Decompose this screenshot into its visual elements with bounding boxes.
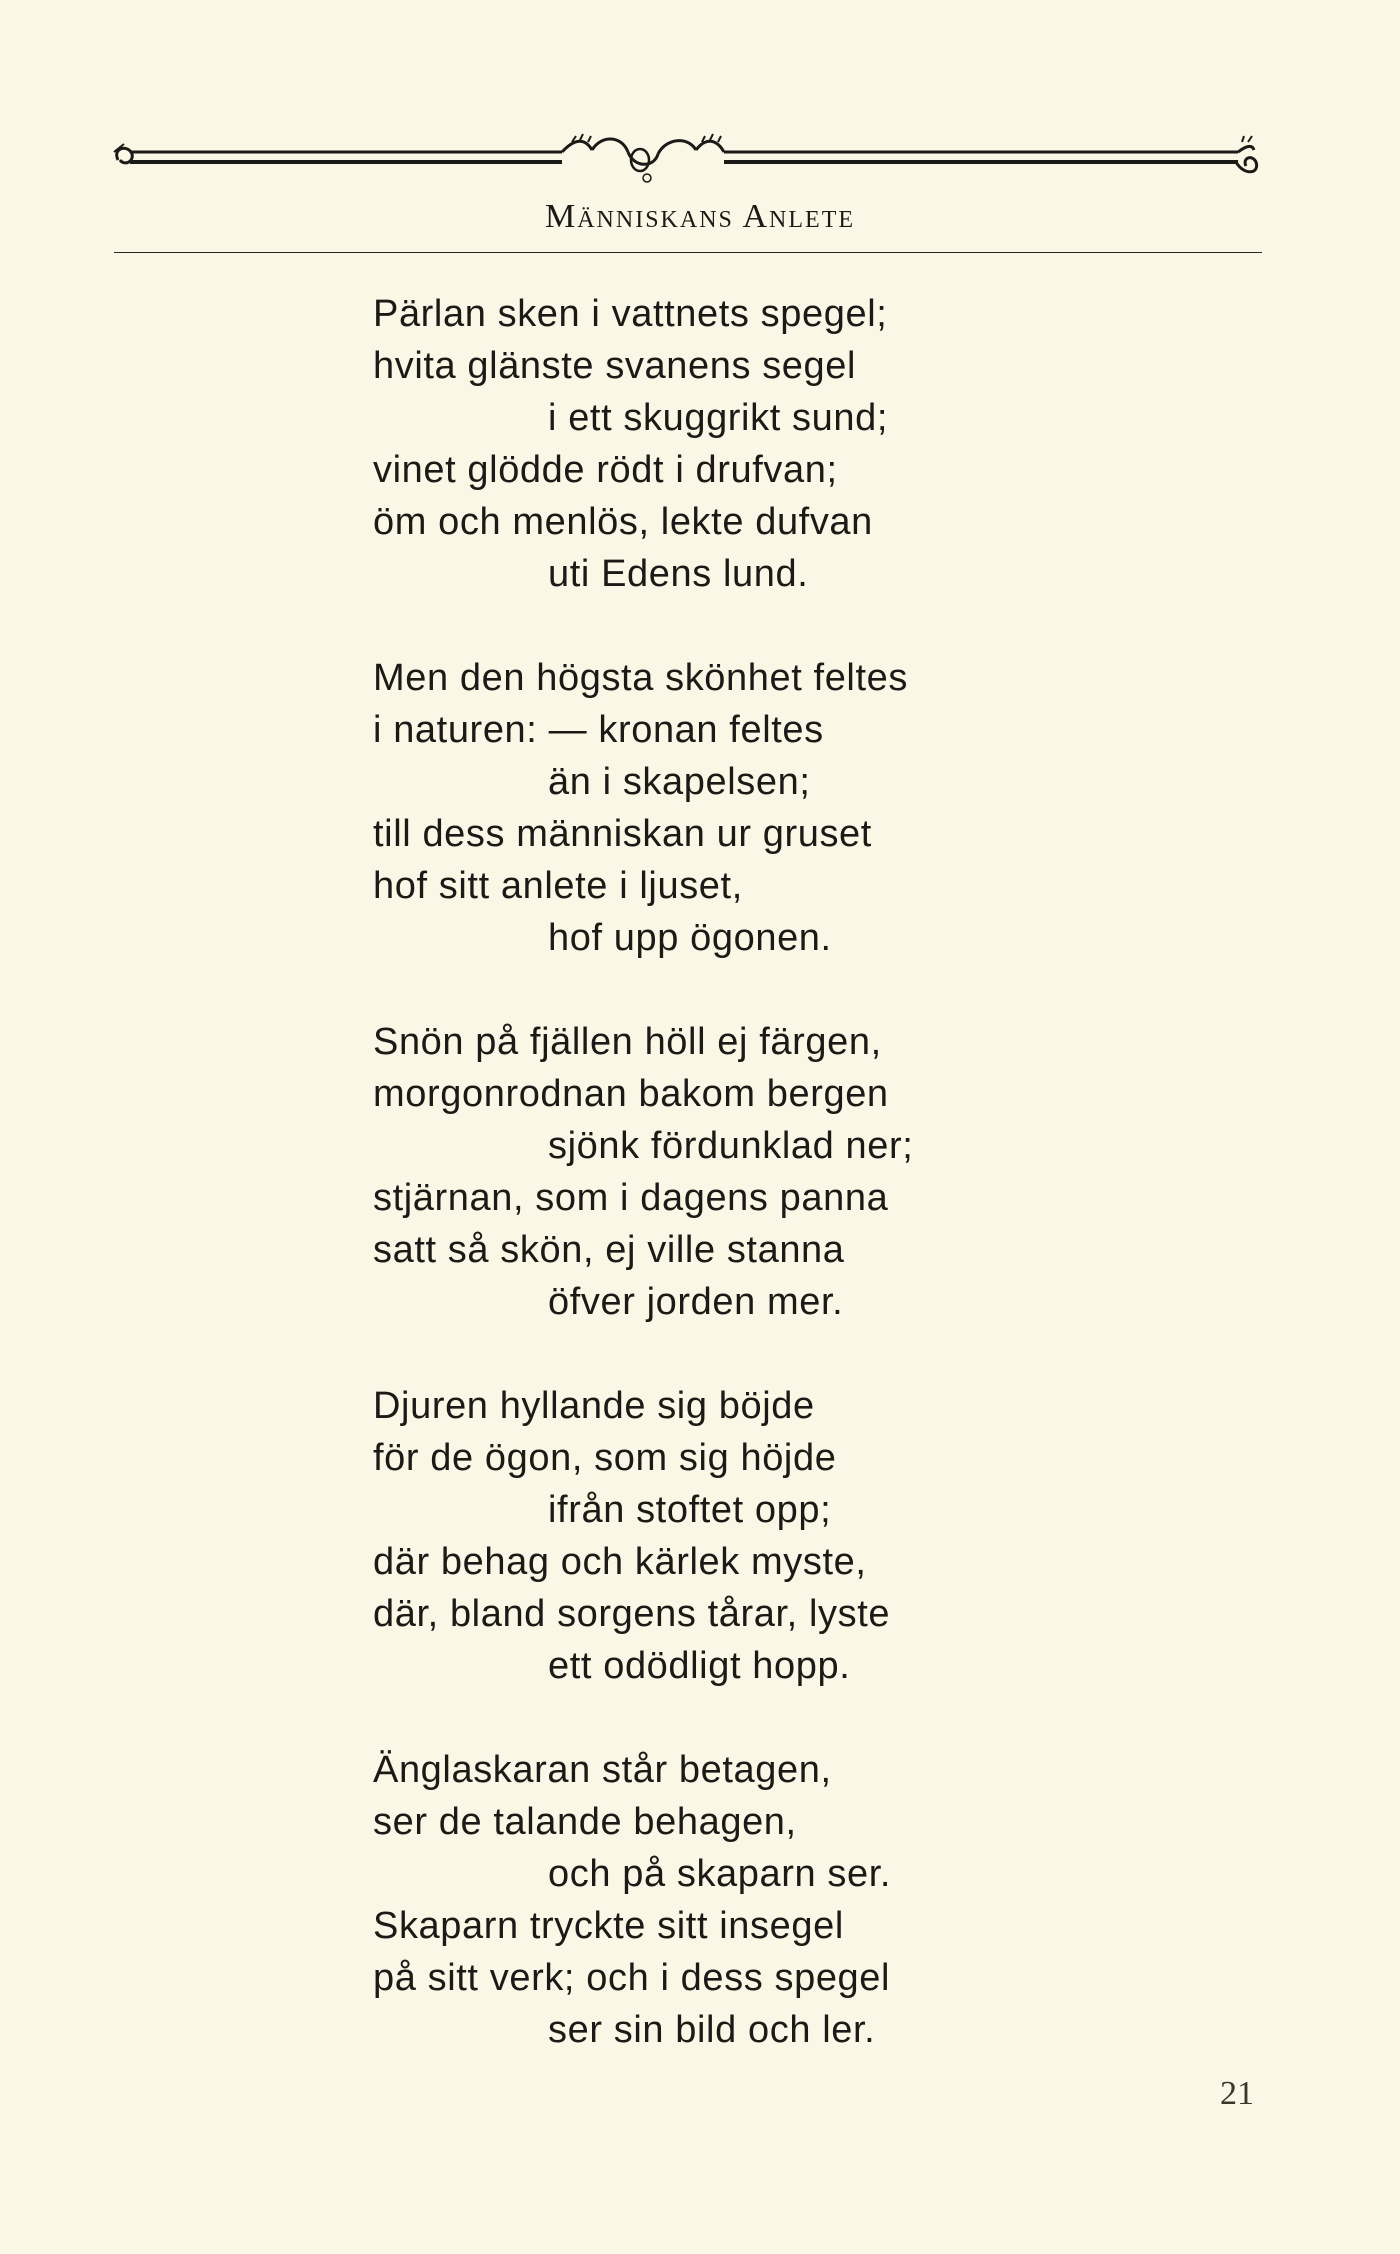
verse-line: i naturen: — kronan feltes (373, 709, 824, 751)
verse-line: morgonrodnan bakom bergen (373, 1073, 889, 1115)
stanza-1 (373, 288, 1133, 600)
verse-line: vinet glödde rödt i drufvan; (373, 449, 838, 491)
verse-line: Änglaskaran står betagen, (373, 1749, 832, 1791)
verse-line: där, bland sorgens tårar, lyste (373, 1593, 891, 1635)
stanza-2 (373, 652, 1133, 964)
ornamental-header-rule (110, 130, 1260, 190)
verse-line: där behag och kärlek myste, (373, 1541, 867, 1583)
running-head-title: Människans Anlete (544, 198, 856, 235)
verse-line: öm och menlös, lekte dufvan (373, 501, 873, 543)
verse-line-indented: i ett skuggrikt sund; (548, 397, 888, 439)
verse-line-indented: hof upp ögonen. (548, 917, 832, 959)
verse-line: på sitt verk; och i dess spegel (373, 1957, 891, 1999)
page-number: 21 (1220, 2075, 1254, 2112)
header-divider (114, 252, 1262, 253)
verse-line: ser de talande behagen, (373, 1801, 797, 1843)
poem-body (373, 288, 1133, 2108)
stanza-5 (373, 1744, 1133, 2056)
verse-line: Men den högsta skönhet feltes (373, 657, 908, 699)
verse-line: satt så skön, ej ville stanna (373, 1229, 845, 1271)
verse-line: hvita glänste svanens segel (373, 345, 857, 387)
verse-line: för de ögon, som sig höjde (373, 1437, 837, 1479)
stanza-4 (373, 1380, 1133, 1692)
verse-line-indented: ser sin bild och ler. (548, 2009, 876, 2051)
verse-line-indented: ifrån stoftet opp; (548, 1489, 832, 1531)
verse-line-indented: ett odödligt hopp. (548, 1645, 851, 1687)
stanza-3 (373, 1016, 1133, 1328)
verse-line: Pärlan sken i vattnets spegel; (373, 293, 888, 335)
verse-line: till dess människan ur gruset (373, 813, 872, 855)
verse-line-indented: uti Edens lund. (548, 553, 809, 595)
verse-line-indented: än i skapelsen; (548, 761, 811, 803)
verse-line: Snön på fjällen höll ej färgen, (373, 1021, 882, 1063)
verse-line: hof sitt anlete i ljuset, (373, 865, 743, 907)
verse-line-indented: sjönk fördunklad ner; (548, 1125, 914, 1167)
verse-line-indented: öfver jorden mer. (548, 1281, 844, 1323)
verse-line: Skaparn tryckte sitt insegel (373, 1905, 844, 1947)
verse-line: stjärnan, som i dagens panna (373, 1177, 889, 1219)
verse-line: Djuren hyllande sig böjde (373, 1385, 815, 1427)
verse-line-indented: och på skaparn ser. (548, 1853, 892, 1895)
